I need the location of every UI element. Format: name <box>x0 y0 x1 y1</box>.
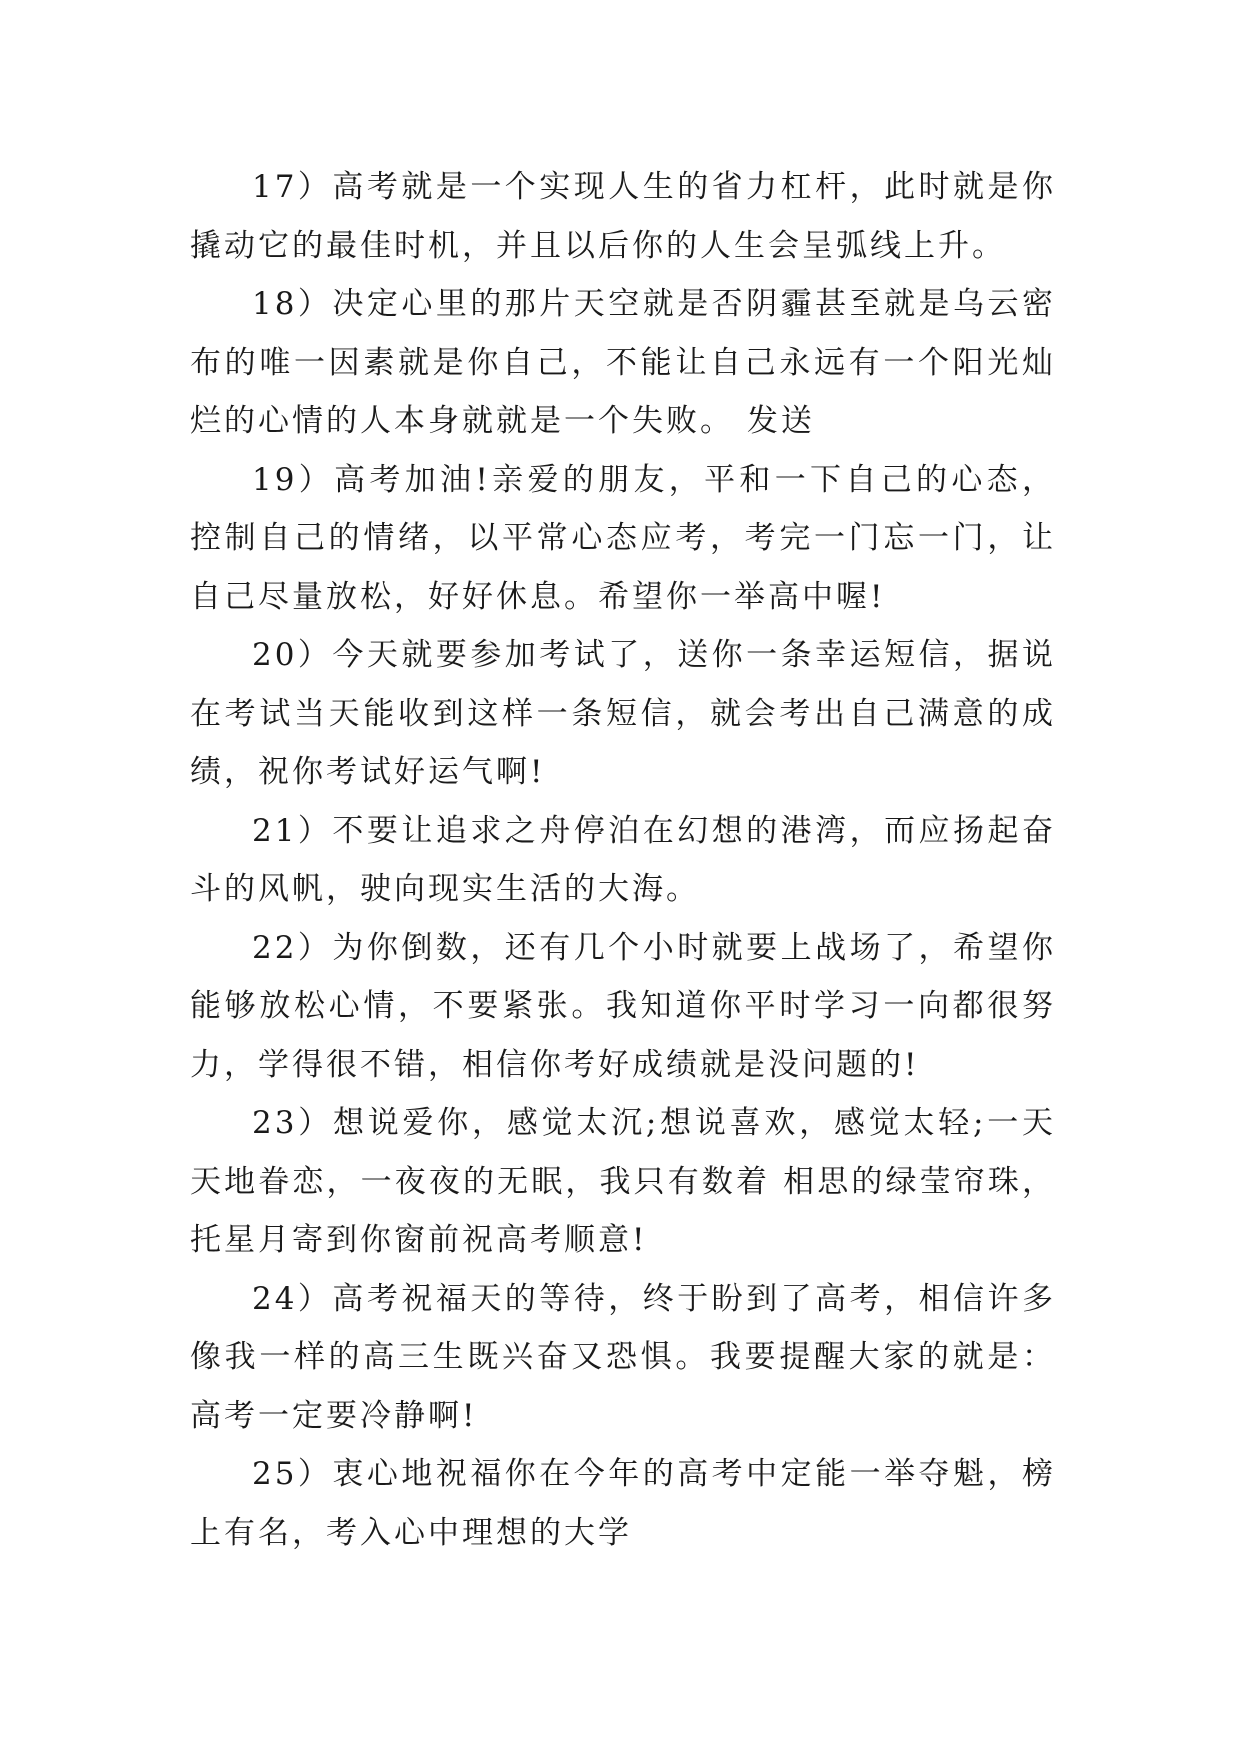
document-body <box>190 158 1056 1562</box>
paragraph-23: 23）想说爱你，感觉太沉;想说喜欢，感觉太轻;一天天地眷恋，一夜夜的无眠，我只有数着 相思的绿莹帘珠，托星月寄到你窗前祝高考顺意! <box>190 1105 1056 1258</box>
paragraph-17: 17）高考就是一个实现人生的省力杠杆，此时就是你撬动它的最佳时机，并且以后你的人生会呈弧线上升。 <box>190 169 1056 264</box>
paragraph-19: 19）高考加油!亲爱的朋友，平和一下自己的心态，控制自己的情绪，以平常心态应考，考完一门忘一门，让自己尽量放松，好好休息。希望你一举高中喔! <box>190 461 1056 615</box>
paragraph-24: 24）高考祝福天的等待，终于盼到了高考，相信许多像我一样的高三生既兴奋又恐惧。我要提醒大家的就是：高考一定要冷静啊! <box>190 1280 1056 1434</box>
paragraph-25: 25）衷心地祝福你在今年的高考中定能一举夺魁，榜上有名，考入心中理想的大学 <box>190 1456 1056 1551</box>
paragraph-20: 20）今天就要参加考试了，送你一条幸运短信，据说在考试当天能收到这样一条短信，就会考出自己满意的成绩，祝你考试好运气啊! <box>190 637 1056 790</box>
paragraph-18: 18）决定心里的那片天空就是否阴霾甚至就是乌云密布的唯一因素就是你自己，不能让自己永远有一个阳光灿烂的心情的人本身就就是一个失败。 发送 <box>190 286 1056 439</box>
paragraph-22: 22）为你倒数，还有几个小时就要上战场了，希望你能够放松心情，不要紧张。我知道你平时学习一向都很努力，学得很不错，相信你考好成绩就是没问题的! <box>190 929 1056 1083</box>
paragraph-21: 21）不要让追求之舟停泊在幻想的港湾，而应扬起奋斗的风帆，驶向现实生活的大海。 <box>190 812 1056 907</box>
